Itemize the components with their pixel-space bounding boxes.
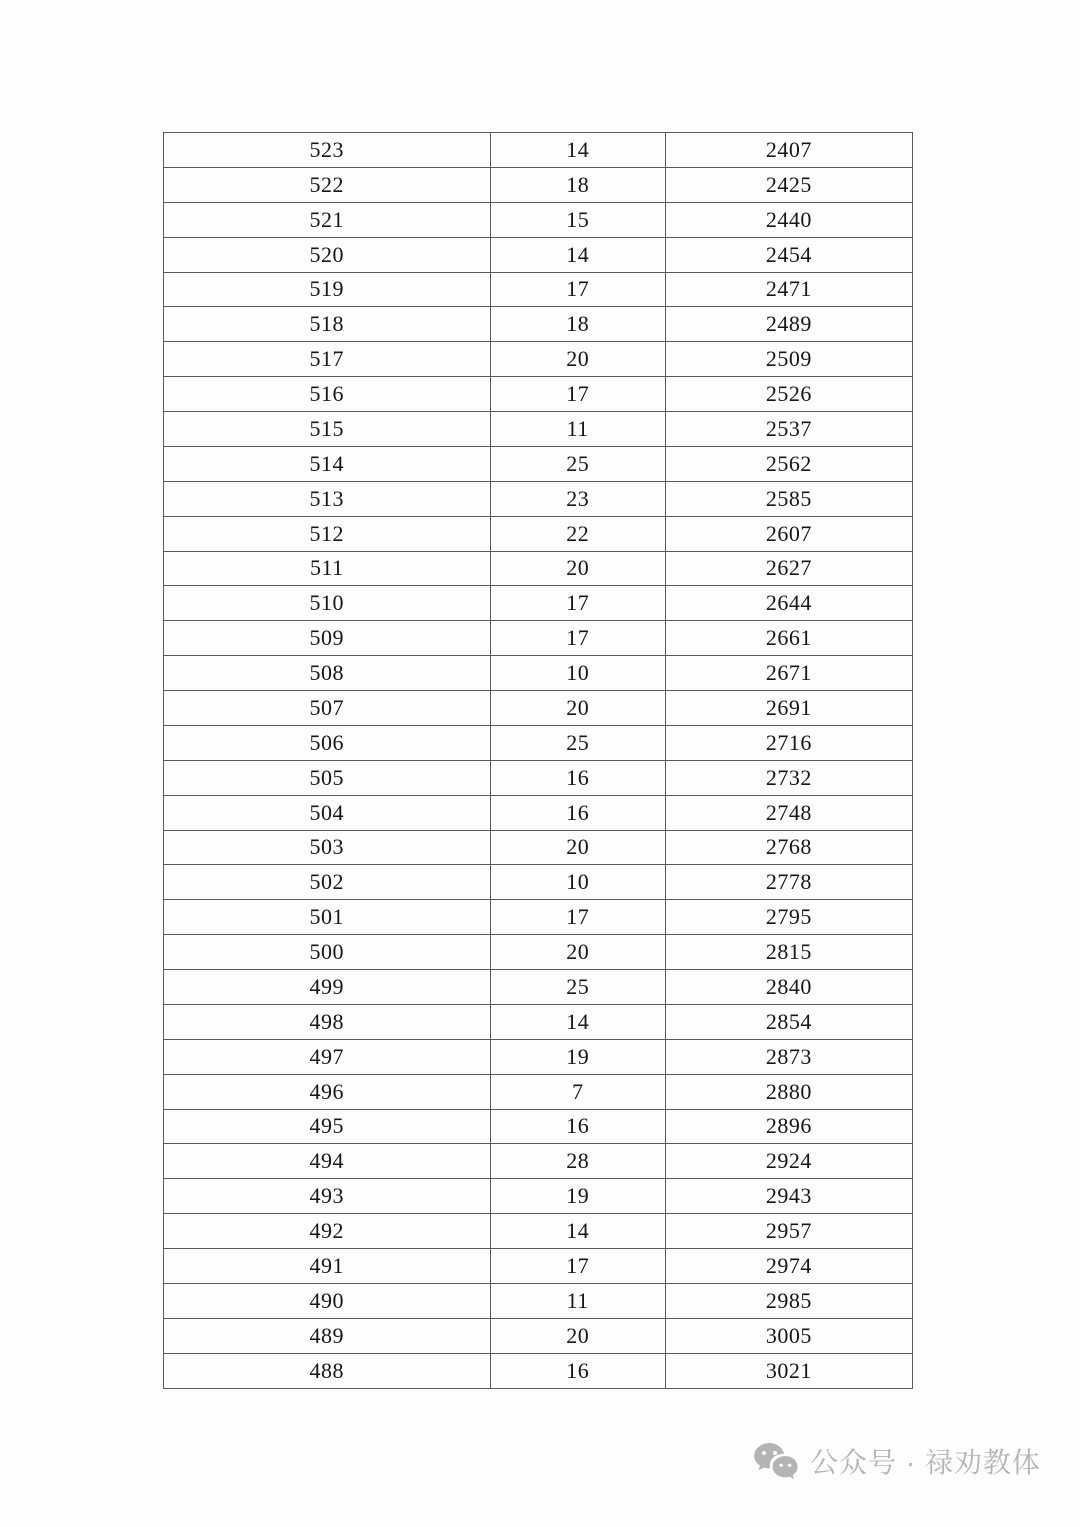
count-cell: 14 (490, 237, 665, 272)
count-cell: 17 (490, 586, 665, 621)
table-row (164, 167, 913, 202)
cumulative-cell: 2407 (665, 133, 912, 168)
count-cell: 10 (490, 656, 665, 691)
cumulative-cell: 2489 (665, 307, 912, 342)
cumulative-cell: 2985 (665, 1283, 912, 1318)
count-cell: 16 (490, 1353, 665, 1388)
count-cell: 18 (490, 307, 665, 342)
score-cell: 515 (164, 412, 491, 447)
cumulative-cell: 2840 (665, 970, 912, 1005)
table-row (164, 1004, 913, 1039)
count-cell: 7 (490, 1074, 665, 1109)
score-cell: 494 (164, 1144, 491, 1179)
cumulative-cell: 2924 (665, 1144, 912, 1179)
cumulative-cell: 2627 (665, 551, 912, 586)
table-row (164, 551, 913, 586)
cumulative-cell: 2661 (665, 621, 912, 656)
score-cell: 502 (164, 865, 491, 900)
cumulative-cell: 2974 (665, 1249, 912, 1284)
count-cell: 22 (490, 516, 665, 551)
score-cell: 503 (164, 830, 491, 865)
cumulative-cell: 2732 (665, 760, 912, 795)
count-cell: 20 (490, 342, 665, 377)
score-cell: 491 (164, 1249, 491, 1284)
count-cell: 18 (490, 167, 665, 202)
count-cell: 20 (490, 551, 665, 586)
count-cell: 17 (490, 377, 665, 412)
cumulative-cell: 2854 (665, 1004, 912, 1039)
score-distribution-table (163, 132, 913, 1389)
cumulative-cell: 2691 (665, 691, 912, 726)
score-cell: 500 (164, 935, 491, 970)
table-row (164, 1318, 913, 1353)
table-row (164, 1283, 913, 1318)
table-row (164, 1353, 913, 1388)
cumulative-cell: 2526 (665, 377, 912, 412)
count-cell: 10 (490, 865, 665, 900)
count-cell: 14 (490, 1004, 665, 1039)
count-cell: 14 (490, 1214, 665, 1249)
score-cell: 493 (164, 1179, 491, 1214)
cumulative-cell: 2716 (665, 725, 912, 760)
watermark (752, 1441, 1041, 1481)
cumulative-cell: 2440 (665, 202, 912, 237)
watermark-text: 公众号 · 禄劝教体 (810, 1447, 1041, 1478)
table-row (164, 342, 913, 377)
table-row (164, 133, 913, 168)
score-cell: 506 (164, 725, 491, 760)
cumulative-cell: 2454 (665, 237, 912, 272)
table-row (164, 830, 913, 865)
cumulative-cell: 2778 (665, 865, 912, 900)
score-cell: 513 (164, 481, 491, 516)
score-cell: 512 (164, 516, 491, 551)
table-row (164, 1109, 913, 1144)
cumulative-cell: 2644 (665, 586, 912, 621)
count-cell: 17 (490, 1249, 665, 1284)
cumulative-cell: 2425 (665, 167, 912, 202)
count-cell: 20 (490, 691, 665, 726)
cumulative-cell: 2562 (665, 446, 912, 481)
score-cell: 518 (164, 307, 491, 342)
score-cell: 516 (164, 377, 491, 412)
count-cell: 20 (490, 1318, 665, 1353)
count-cell: 28 (490, 1144, 665, 1179)
count-cell: 25 (490, 725, 665, 760)
table-row (164, 237, 913, 272)
table-row (164, 865, 913, 900)
score-cell: 521 (164, 202, 491, 237)
score-cell: 522 (164, 167, 491, 202)
cumulative-cell: 2471 (665, 272, 912, 307)
table-row (164, 1144, 913, 1179)
count-cell: 16 (490, 1109, 665, 1144)
table-row (164, 656, 913, 691)
table-row (164, 760, 913, 795)
cumulative-cell: 2795 (665, 900, 912, 935)
score-cell: 507 (164, 691, 491, 726)
table-row (164, 1074, 913, 1109)
count-cell: 17 (490, 900, 665, 935)
cumulative-cell: 2815 (665, 935, 912, 970)
count-cell: 11 (490, 412, 665, 447)
count-cell: 19 (490, 1179, 665, 1214)
score-table-body (164, 133, 913, 1389)
cumulative-cell: 3005 (665, 1318, 912, 1353)
score-cell: 504 (164, 795, 491, 830)
cumulative-cell: 3021 (665, 1353, 912, 1388)
table-row (164, 412, 913, 447)
table-row (164, 307, 913, 342)
cumulative-cell: 2537 (665, 412, 912, 447)
score-cell: 489 (164, 1318, 491, 1353)
cumulative-cell: 2607 (665, 516, 912, 551)
count-cell: 17 (490, 272, 665, 307)
cumulative-cell: 2896 (665, 1109, 912, 1144)
score-cell: 498 (164, 1004, 491, 1039)
table-row (164, 1179, 913, 1214)
count-cell: 17 (490, 621, 665, 656)
score-cell: 514 (164, 446, 491, 481)
score-cell: 505 (164, 760, 491, 795)
score-cell: 488 (164, 1353, 491, 1388)
count-cell: 25 (490, 970, 665, 1005)
count-cell: 25 (490, 446, 665, 481)
table-row (164, 202, 913, 237)
score-cell: 520 (164, 237, 491, 272)
score-cell: 492 (164, 1214, 491, 1249)
table-row (164, 691, 913, 726)
table-row (164, 970, 913, 1005)
count-cell: 20 (490, 830, 665, 865)
score-cell: 511 (164, 551, 491, 586)
table-row (164, 935, 913, 970)
score-cell: 510 (164, 586, 491, 621)
count-cell: 14 (490, 133, 665, 168)
score-cell: 490 (164, 1283, 491, 1318)
score-cell: 501 (164, 900, 491, 935)
cumulative-cell: 2768 (665, 830, 912, 865)
score-cell: 523 (164, 133, 491, 168)
wechat-icon (752, 1441, 800, 1481)
cumulative-cell: 2671 (665, 656, 912, 691)
table-row (164, 1039, 913, 1074)
count-cell: 20 (490, 935, 665, 970)
count-cell: 16 (490, 795, 665, 830)
cumulative-cell: 2873 (665, 1039, 912, 1074)
score-cell: 497 (164, 1039, 491, 1074)
table-row (164, 900, 913, 935)
count-cell: 11 (490, 1283, 665, 1318)
table-row (164, 272, 913, 307)
count-cell: 16 (490, 760, 665, 795)
score-cell: 519 (164, 272, 491, 307)
cumulative-cell: 2748 (665, 795, 912, 830)
table-row (164, 516, 913, 551)
score-cell: 509 (164, 621, 491, 656)
table-row (164, 481, 913, 516)
cumulative-cell: 2880 (665, 1074, 912, 1109)
score-cell: 496 (164, 1074, 491, 1109)
table-row (164, 621, 913, 656)
count-cell: 19 (490, 1039, 665, 1074)
count-cell: 15 (490, 202, 665, 237)
cumulative-cell: 2943 (665, 1179, 912, 1214)
score-cell: 508 (164, 656, 491, 691)
table-row (164, 377, 913, 412)
table-row (164, 1214, 913, 1249)
table-row (164, 795, 913, 830)
table-row (164, 725, 913, 760)
table-row (164, 1249, 913, 1284)
cumulative-cell: 2957 (665, 1214, 912, 1249)
score-cell: 495 (164, 1109, 491, 1144)
count-cell: 23 (490, 481, 665, 516)
score-cell: 499 (164, 970, 491, 1005)
table-row (164, 586, 913, 621)
cumulative-cell: 2509 (665, 342, 912, 377)
table-row (164, 446, 913, 481)
cumulative-cell: 2585 (665, 481, 912, 516)
score-cell: 517 (164, 342, 491, 377)
